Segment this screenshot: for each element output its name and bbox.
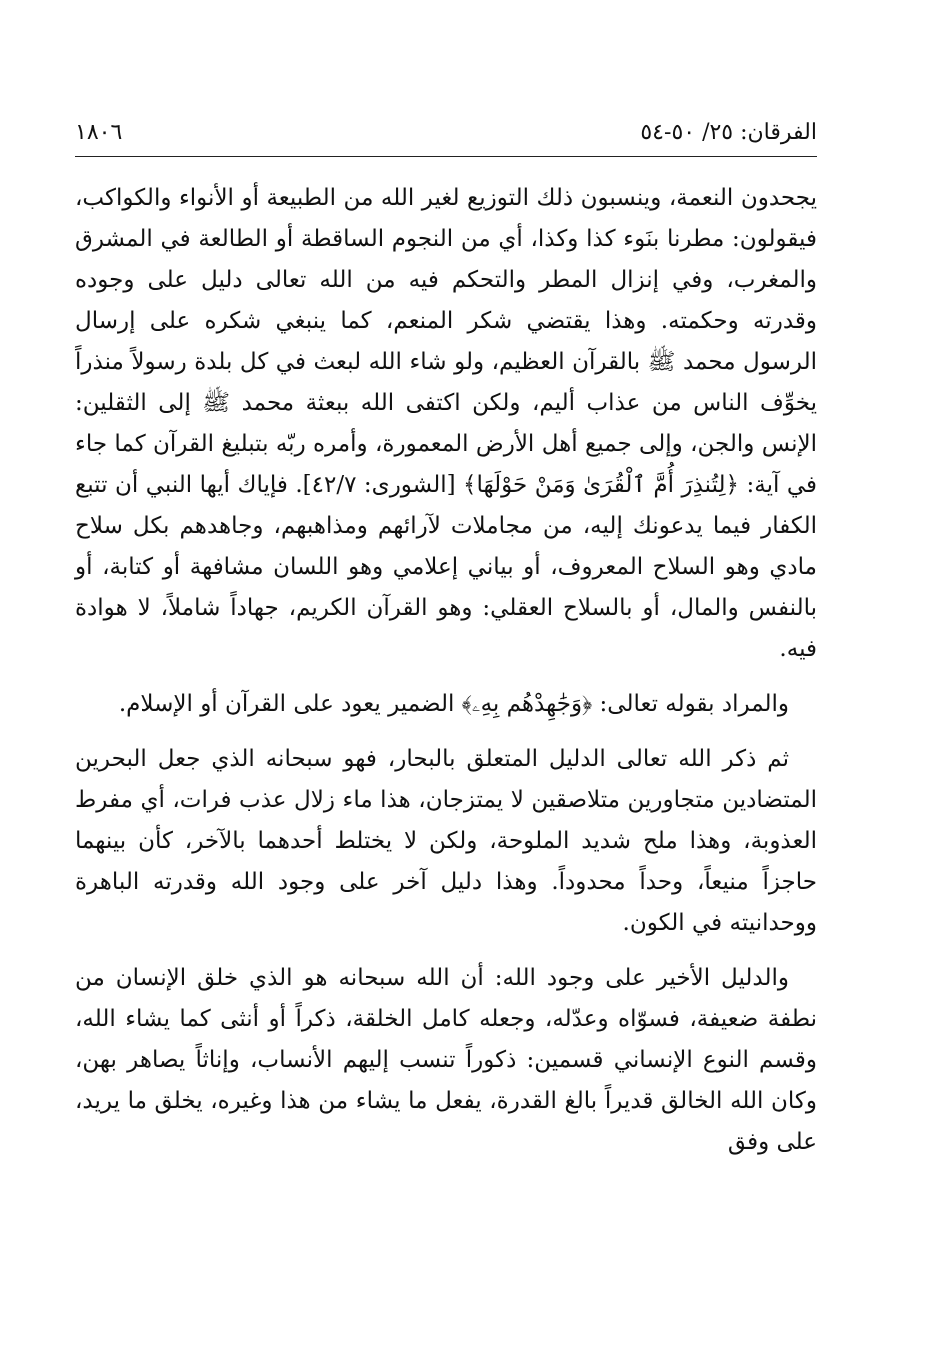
surah-reference: الفرقان: ٢٥/ ٥٠-٥٤ (640, 119, 817, 145)
page-number: ١٨٠٦ (75, 119, 123, 145)
running-header (75, 112, 817, 152)
header-divider (75, 156, 817, 157)
paragraph-human-creation: والدليل الأخير على وجود الله: أن الله سبحانه هو الذي خلق الإنسان من نطفة ضعيفة، فسوّاه وعدّله، وجعله كامل الخلقة، ذكراً أو أنثى كما يشاء الله، وقسم النوع الإنساني قسمين: ذكوراً تنسب إليهم الأنساب، وإناثاً يصاهر بهن، وكان الله الخالق قديراً بالغ القدرة، يفعل ما يشاء من هذا وغيره، يخلق ما يريد، على وفق (75, 965, 817, 1155)
page-body (75, 178, 817, 1163)
paragraph-two-seas: ثم ذكر الله تعالى الدليل المتعلق بالبحار، فهو سبحانه الذي جعل البحرين المتضادين متجاورين متلاصقين لا يمتزجان، هذا ماء زلال عذب فرات، أي مفرط العذوبة، وهذا ملح شديد الملوحة، ولكن لا يختلط أحدهما بالآخر، كأن بينهما حاجزاً منيعاً، وحداً محدوداً. وهذا دليل آخر على وجود الله وقدرته الباهرة ووحدانيته في الكون. (75, 746, 817, 936)
paragraph-rain-and-jihad: يجحدون النعمة، وينسبون ذلك التوزيع لغير الله من الطبيعة أو الأنواء والكواكب، فيقولون: مطرنا بنَوء كذا وكذا، أي من النجوم الساقطة أو الطالعة في المشرق والمغرب، وفي إنزال المطر والتحكم فيه من الله تعالى دليل على وجوده وقدرته وحكمته. وهذا يقتضي شكر المنعم، كما ينبغي شكره على إرسال الرسول محمد ﷺ بالقرآن العظيم، ولو شاء الله لبعث في كل بلدة رسولاً منذراً يخوِّف الناس من عذاب أليم، ولكن اكتفى الله ببعثة محمد ﷺ إلى الثقلين: الإنس والجن، وإلى جميع أهل الأرض المعمورة، وأمره ربّه بتبليغ القرآن كما جاء في آية: ﴿لِتُنذِرَ أُمَّ ٱلْقُرَىٰ وَمَنْ حَوْلَهَا﴾ [الشورى: ٤٢/٧]. فإياك أيها النبي أن تتبع الكفار فيما يدعونك إليه، من مجاملات لآرائهم ومذاهبهم، وجاهدهم بكل سلاح مادي وهو السلاح المعروف، أو بياني إعلامي وهو اللسان مشافهة أو كتابة، أو بالنفس والمال، أو بالسلاح العقلي: وهو القرآن الكريم، جهاداً شاملاً، لا هوادة فيه. (75, 185, 817, 662)
paragraph-pronoun-meaning: والمراد بقوله تعالى: ﴿وَجَٰهِدْهُم بِهِۦ﴾ الضمير يعود على القرآن أو الإسلام. (118, 691, 789, 717)
